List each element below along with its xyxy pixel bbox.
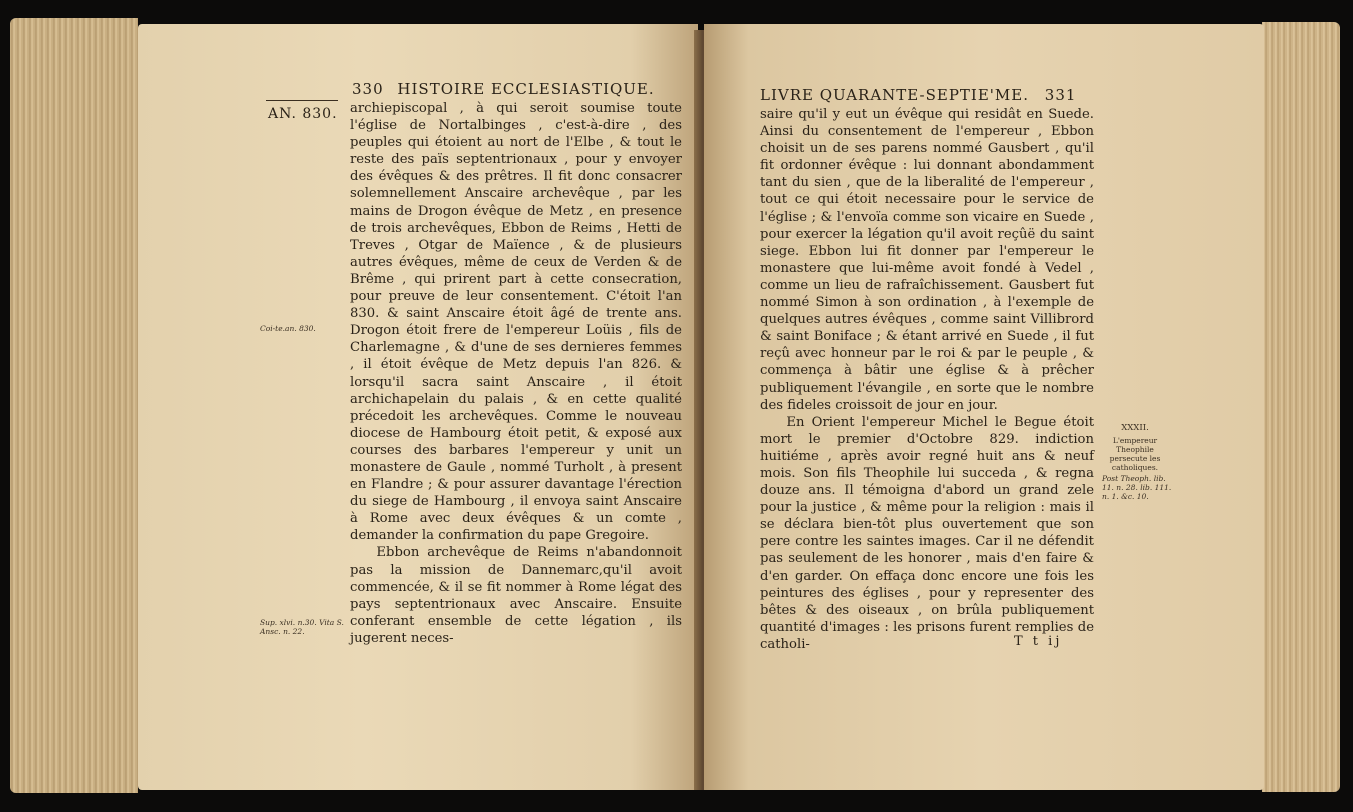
right-page: [704, 24, 1264, 790]
right-running-head: [760, 86, 1076, 104]
right-margin-citation: Post Theoph. lib. 11. n. 28. lib. 111. n. 1. &c. 10.: [1102, 474, 1172, 501]
page-edges-right: [1262, 22, 1340, 792]
right-section-number: XXXII.: [1121, 423, 1149, 433]
left-header-title: HISTOIRE ECCLESIASTIQUE.: [397, 80, 655, 98]
left-body: [350, 100, 682, 647]
page-edges-left: [10, 18, 138, 793]
right-header-title: LIVRE QUARANTE-SEPTIE'ME.: [760, 86, 1029, 104]
left-page: [138, 24, 698, 790]
left-paragraph-2: Ebbon archevêque de Reims n'abandonnoit pas la mission de Dannemarc,qu'il avoit commencée, & il se fit nommer à Rome légat des pays septentrionaux avec Anscaire. Ensuite conferant ensemble de cette légation , ils jugerent neces-: [350, 545, 682, 646]
left-paragraph-1: archiepiscopal , à qui seroit soumise toute l'église de Nortalbinges , c'est-à-dire , des peuples qui étoient au nort de l'Elbe , & tout le reste des païs septentrionaux , pour y envoyer des évêques & des prêtres. Il fit donc consacrer solemnellement Anscaire archevêque , par les mains de Drogon évêque de Metz , en presence de trois archevêques, Ebbon de Reims , Hetti de Treves , Otgar de Maïence , & de plusieurs autres évêques, même de ceux de Verden & de Brême , qui prirent part à cette consecration, pour preuve de leur consentement. C'étoit l'an 830. & saint Anscaire étoit âgé de trente ans. Drogon étoit frere de l'empereur Loüis , fils de Charlemagne , & d'une de ses dernieres femmes , il étoit évêque de Metz depuis l'an 826. & lorsqu'il sacra saint Anscaire , il étoit archichapelain du palais , & en cette qualité précedoit les archevêques. Comme le nouveau diocese de Hambourg étoit petit, & exposé aux courses des barbares l'empereur y unit un monastere de Gaule , nommé Turholt , à present en Flandre ; & pour assurer davantage l'érection du siege de Hambourg , il envoya saint Anscaire à Rome avec deux évêques & un comte , demander la confirmation du pape Gregoire.: [350, 101, 682, 544]
year-rule: [266, 100, 338, 101]
signature-mark: T t ij: [1014, 634, 1063, 649]
left-margin-note-1: Coi-te.an. 830.: [260, 324, 316, 333]
right-page-number: 331: [1044, 86, 1077, 104]
right-margin-summary: L'empereur Theophile persecute les catholiques.: [1109, 436, 1161, 472]
left-margin-note-2: Sup. xlvi. n.30. Vita S. Ansc. n. 22.: [260, 618, 344, 636]
left-running-head: [352, 80, 655, 98]
right-paragraph-1: saire qu'il y eut un évêque qui residât en Suede. Ainsi du consentement de l'empereur , Ebbon choisit un de ses parens nommé Gausbert , qu'il fit ordonner évêque : lui donnant abondamment tant du sien , que de la liberalité de l'empereur , tout ce qui étoit necessaire pour le service de l'église ; & l'envoïa comme son vicaire en Suede , pour exercer la légation qu'il avoit reçûë du saint siege. Ebbon lui fit donner par l'empereur le monastere que lui-même avoit fondé à Vedel , comme un lieu de rafraîchissement. Gausbert fut nommé Simon à son ordination , à l'exemple de quelques autres évêques , comme saint Villibrord & saint Boniface ; & étant arrivé en Suede , il fut reçû avec honneur par le roi & par le peuple , & commença à bâtir une église & à prêcher publiquement l'évangile , en sorte que le nombre des fideles croissoit de jour en jour.: [760, 107, 1094, 413]
year-marker: AN. 830.: [268, 106, 338, 122]
left-page-number: 330: [352, 80, 384, 98]
right-body: [760, 106, 1094, 653]
right-paragraph-2: En Orient l'empereur Michel le Begue étoit mort le premier d'Octobre 829. indiction huitiéme , après avoir regné huit ans & neuf mois. Son fils Theophile lui succeda , & regna douze ans. Il témoigna d'abord un grand zele pour la justice , & même pour la religion : mais il se déclara bien-tôt plus ouvertement que son pere contre les saintes images. Car il ne défendit pas seulement de les honorer , mais d'en faire & d'en garder. On effaça donc encore une fois les peintures des églises , pour y representer des bêtes & des oiseaux , on brûla publiquement quantité d'images : les prisons furent remplies de catholi-: [760, 414, 1094, 652]
